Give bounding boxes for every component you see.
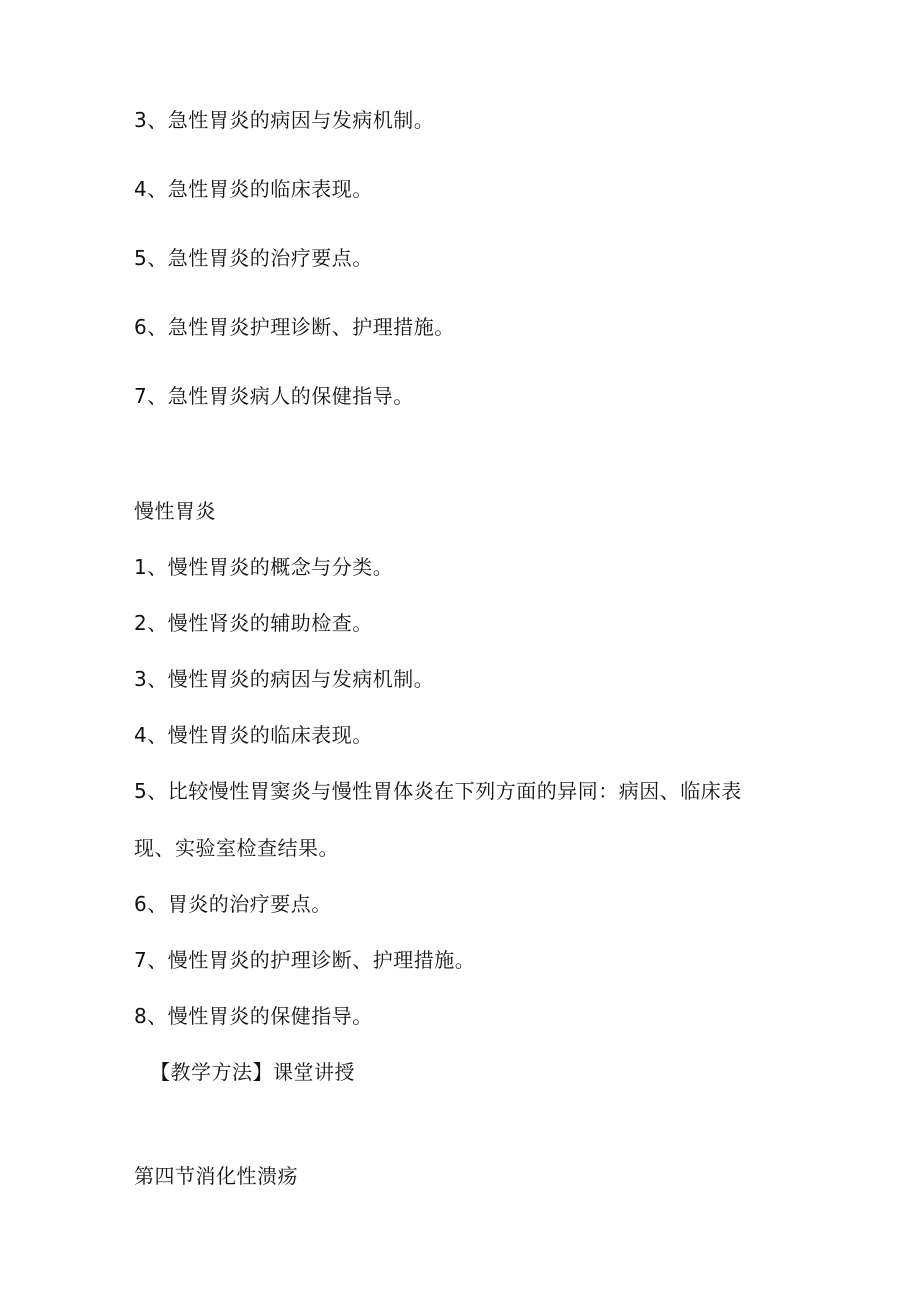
acute-item-4: 4、急性胃炎的临床表现。	[134, 177, 373, 201]
chronic-item-3: 3、慢性胃炎的病因与发病机制。	[134, 667, 435, 691]
chronic-item-1: 1、慢性胃炎的概念与分类。	[134, 555, 394, 579]
section-title-peptic-ulcer: 第四节消化性溃疡	[134, 1164, 298, 1188]
chronic-item-5: 5、比较慢性胃窦炎与慢性胃体炎在下列方面的异同：病因、临床表	[134, 779, 742, 803]
chronic-item-6: 6、胃炎的治疗要点。	[134, 892, 332, 916]
chronic-item-4: 4、慢性胃炎的临床表现。	[134, 723, 373, 747]
acute-item-5: 5、急性胃炎的治疗要点。	[134, 246, 373, 270]
section-heading-chronic-gastritis: 慢性胃炎	[134, 499, 216, 523]
chronic-item-5-continued: 现、实验室检查结果。	[134, 836, 339, 860]
chronic-item-8: 8、慢性胃炎的保健指导。	[134, 1004, 373, 1028]
acute-item-7: 7、急性胃炎病人的保健指导。	[134, 384, 414, 408]
teaching-method: 【教学方法】课堂讲授	[150, 1060, 355, 1084]
acute-item-3: 3、急性胃炎的病因与发病机制。	[134, 108, 435, 132]
acute-item-6: 6、急性胃炎护理诊断、护理措施。	[134, 315, 455, 339]
chronic-item-7: 7、慢性胃炎的护理诊断、护理措施。	[134, 948, 476, 972]
chronic-item-2: 2、慢性肾炎的辅助检查。	[134, 611, 373, 635]
